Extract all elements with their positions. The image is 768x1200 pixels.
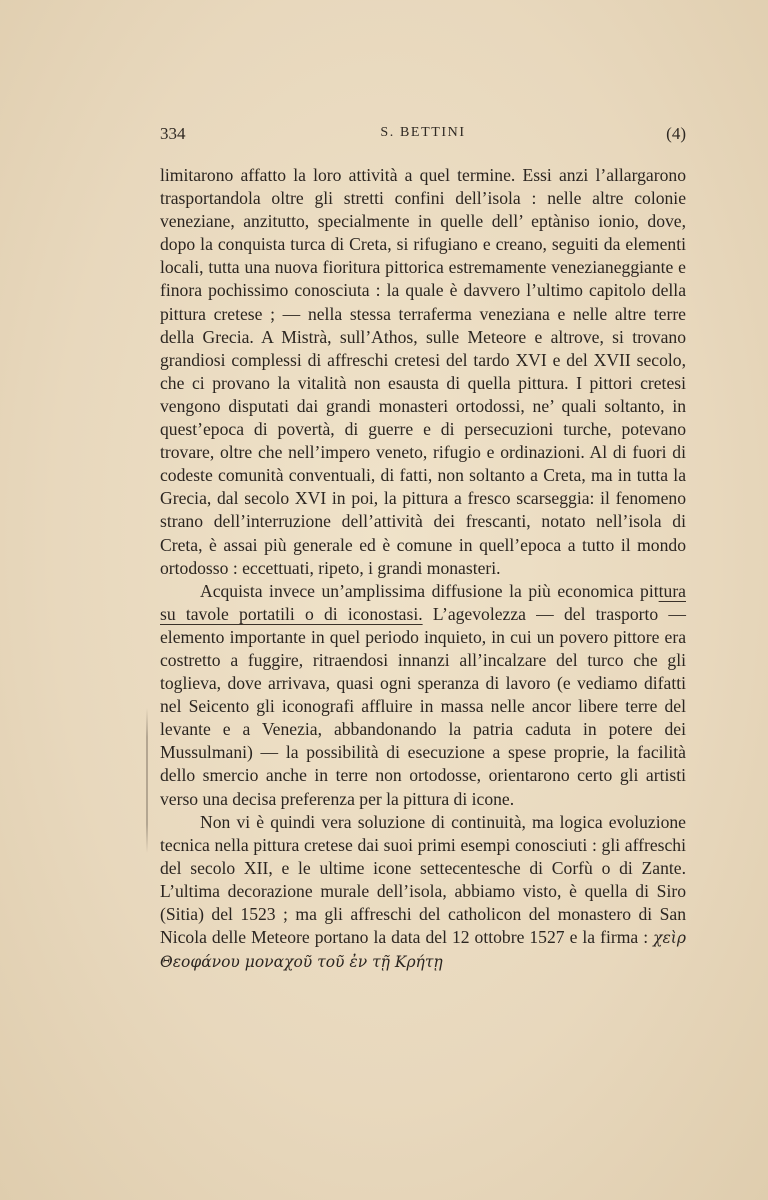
page-number: 334 xyxy=(160,124,186,143)
running-head-author: S. BETTINI xyxy=(380,125,466,140)
body-text xyxy=(160,164,686,974)
running-head xyxy=(160,124,686,148)
part-number: (4) xyxy=(666,124,686,143)
paragraph-2 xyxy=(160,580,686,811)
greek-signature: χεὶρ Θεοφάνου μοναχοῦ τοῦ ἐν τῇ Κρήτῃ xyxy=(160,929,686,972)
margin-pencil-mark xyxy=(146,708,148,853)
paragraph-3 xyxy=(160,811,686,975)
paragraph-3-text: Non vi è quindi vera soluzione di continuità, ma logica evoluzione tecnica nella pittura cretese dai suoi primi esempi conosciuti : gli affreschi del secolo XII, e le ultime icone settecentesche di Corfù o di Zante. L’ultima decorazione murale dell’isola, abbiamo visto, è quella di Siro (Sitia) del 1523 ; ma gli affreschi del catholicon del monastero di San Nicola delle Meteore portano la data del 12 ottobre 1527 e la firma : xyxy=(160,811,686,948)
paragraph-2-start: Acquista invece un’amplissima diffusione la più economica pit xyxy=(200,580,659,601)
underlined-passage: tura su tavole portatili o di iconostasi. xyxy=(160,580,686,624)
paragraph-1: limitarono affatto la loro attività a quel termine. Essi anzi l’allargarono trasportandola oltre gli stretti confini dell’isola : nelle altre colonie veneziane, anzitutto, specialmente in quelle dell’ eptàniso ionio, dove, dopo la conquista turca di Creta, si rifugiano e creano, seguiti da elementi locali, tutta una nuova fioritura pittorica estremamente venezianeggiante e finora pochissimo conosciuta : la quale è davvero l’ultimo capitolo della pittura cretese ; — nella stessa terraferma veneziana e nelle altre terre della Grecia. A Mistrà, sull’Athos, sulle Meteore e altrove, si trovano grandiosi complessi di affreschi cretesi del tardo XVI e del XVII secolo, che ci provano la vitalità non esausta di quella pittura. I pittori cretesi vengono disputati dai grandi monasteri ortodossi, ne’ quali soltanto, in quest’epoca di povertà, di guerre e di persecuzioni turche, potevano trovare, oltre che nell’impero veneto, rifugio e ordinazioni. Al di fuori di codeste comunità conventuali, di fatti, non soltanto a Creta, ma in tutta la Grecia, dal secolo XVI in poi, la pittura a fresco scarseggia: il fenomeno strano dell’interruzione dell’attività dei frescanti, notato nell’isola di Creta, è assai più generale ed è comune in quell’epoca a tutto il mondo ortodosso : eccettuati, ripeto, i grandi monasteri. xyxy=(160,165,686,578)
paragraph-2-rest: L’agevolezza — del trasporto — elemento importante in quel periodo inquieto, in cui un povero pittore era costretto a fuggire, ritraendosi innanzi all’incalzare del turco che gli toglieva, dove arrivava, quasi ogni speranza di lavoro (e vediamo difatti nel Seicento gli iconografi affluire in massa nelle ancor libere terre del levante e a Venezia, abbandonando la patria caduta in potere dei Mussulmani) — la possibilità di esecuzione a spese proprie, la facilità dello smercio anche in terre non ortodosse, orientarono certo gli artisti verso una decisa preferenza per la pittura di icone. xyxy=(160,603,687,809)
